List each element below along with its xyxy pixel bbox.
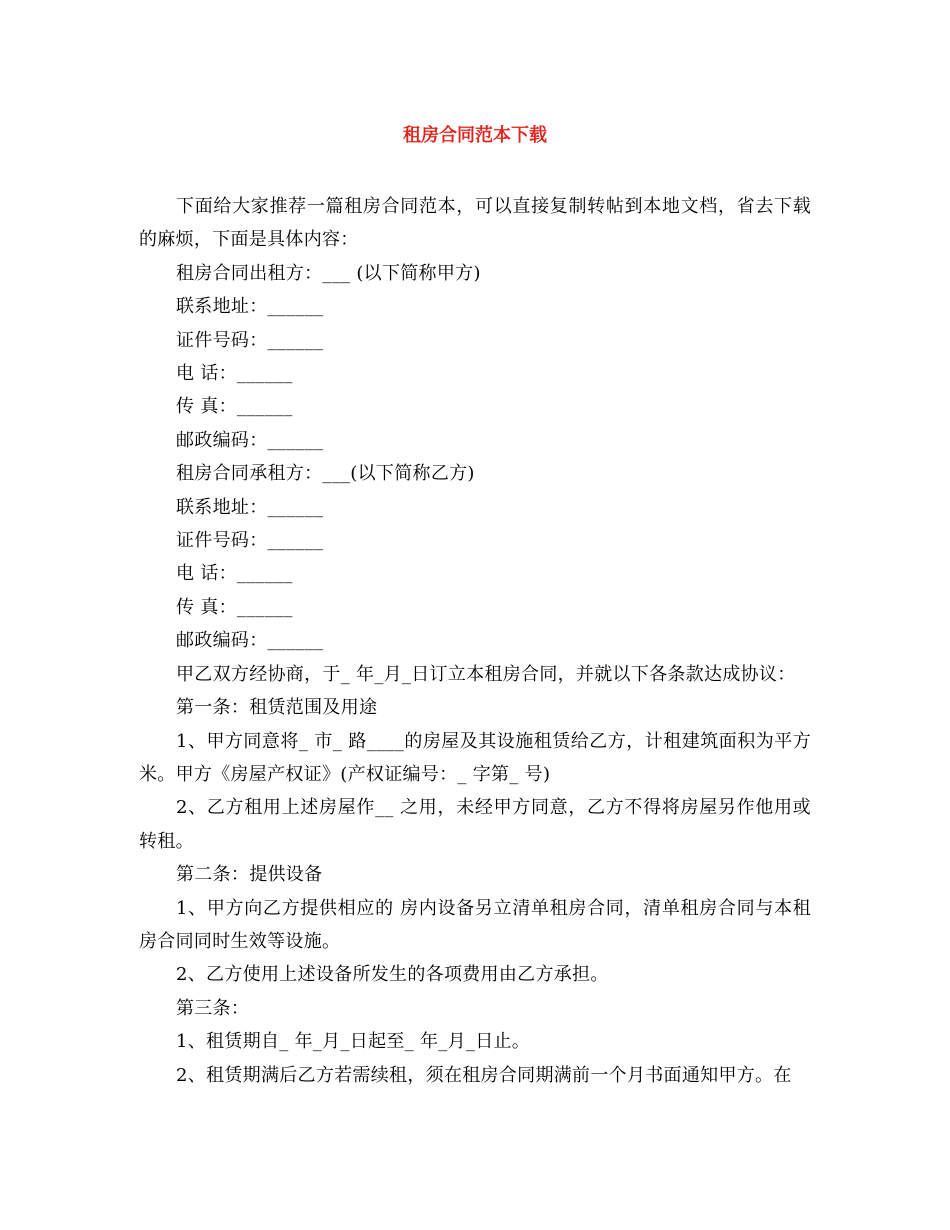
lessee-postcode: 邮政编码：______ xyxy=(176,630,324,652)
lessor-fax: 传 真：______ xyxy=(176,396,293,418)
document-body xyxy=(139,190,811,1092)
document-title: 租房合同范本下载 xyxy=(403,125,547,146)
lessee-address: 联系地址：______ xyxy=(176,496,324,518)
article-1-clause-1: 1、甲方同意将_ 市_ 路____的房屋及其设施租赁给乙方，计租建筑面积为平方米。甲方《房屋产权证》(产权证编号：_ 字第_ 号) xyxy=(139,730,811,785)
agreement-intro: 甲乙双方经协商，于_ 年_月_日订立本租房合同，并就以下各条款达成协议： xyxy=(176,663,796,685)
intro-paragraph: 下面给大家推荐一篇租房合同范本，可以直接复制转帖到本地文档，省去下载的麻烦，下面是具体内容： xyxy=(139,196,811,251)
lessor-postcode: 邮政编码：______ xyxy=(176,429,324,451)
article-1-clause-2: 2、乙方租用上述房屋作__ 之用，未经甲方同意，乙方不得将房屋另作他用或转租。 xyxy=(139,797,811,852)
article-1-heading: 第一条：租赁范围及用途 xyxy=(176,697,378,719)
lessor-line: 租房合同出租方：___ (以下简称甲方) xyxy=(176,262,481,284)
article-2-heading: 第二条：提供设备 xyxy=(176,864,323,886)
lessor-address: 联系地址：______ xyxy=(176,296,324,318)
lessor-id-number: 证件号码：______ xyxy=(176,329,324,351)
lessor-phone: 电 话：______ xyxy=(176,363,293,385)
article-2-clause-2: 2、乙方使用上述设备所发生的各项费用由乙方承担。 xyxy=(176,964,609,986)
article-3-clause-1: 1、租赁期自_ 年_月_日起至_ 年_月_日止。 xyxy=(176,1031,531,1053)
article-3-heading: 第三条： xyxy=(176,997,250,1019)
lessee-phone: 电 话：______ xyxy=(176,563,293,585)
article-3-clause-2: 2、租赁期满后乙方若需续租，须在租房合同期满前一个月书面通知甲方。在 xyxy=(176,1064,792,1086)
article-2-clause-1: 1、甲方向乙方提供相应的 房内设备另立清单租房合同，清单租房合同与本租房合同同时生效等设施。 xyxy=(139,897,811,952)
lessee-line: 租房合同承租方：___(以下简称乙方) xyxy=(176,463,475,485)
lessee-id-number: 证件号码：______ xyxy=(176,530,324,552)
lessee-fax: 传 真：______ xyxy=(176,596,293,618)
